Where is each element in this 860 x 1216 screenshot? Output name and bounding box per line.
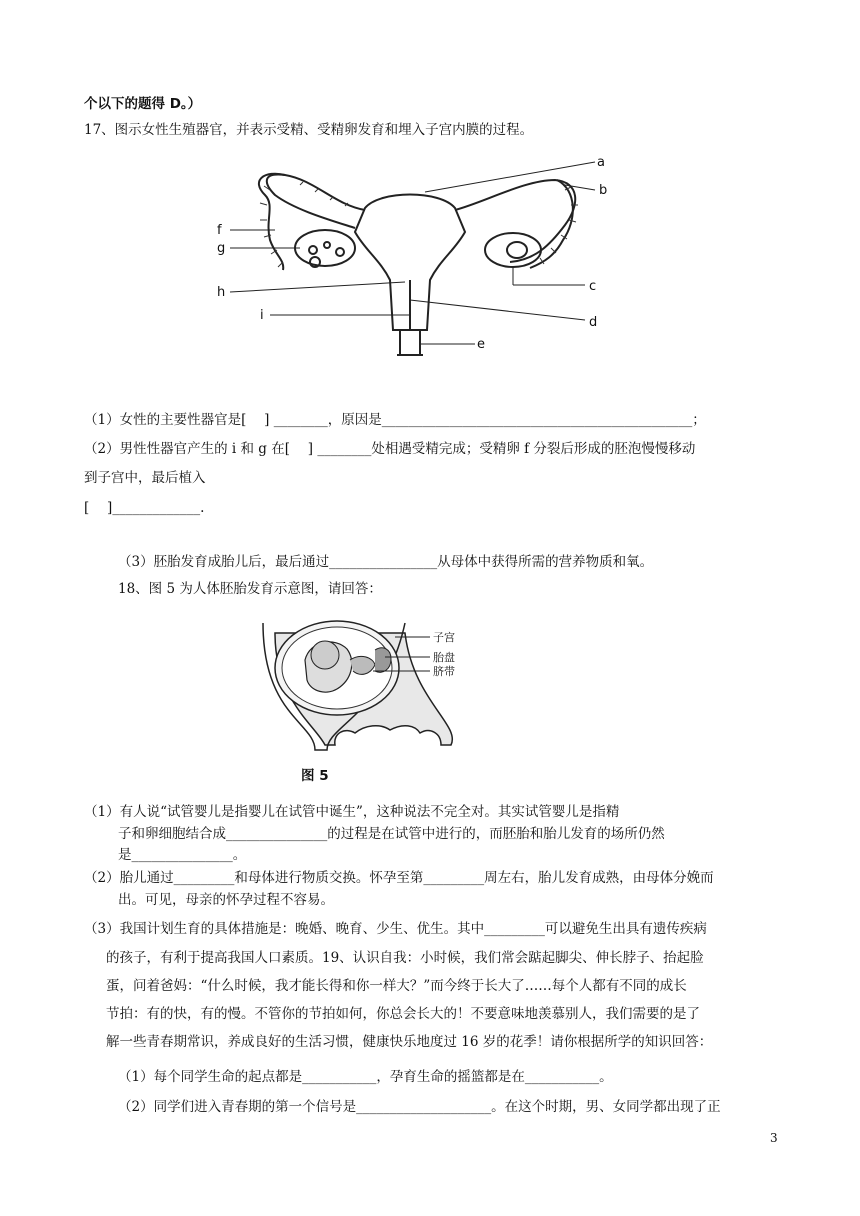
- label-f: f: [217, 223, 222, 238]
- label-e: e: [477, 337, 485, 352]
- question-17-title: 17、图示女性生殖器官，并表示受精、受精卵发育和埋入子宫内膜的过程。: [84, 122, 534, 138]
- page-number: 3: [770, 1131, 778, 1145]
- label-uterus: 子宫: [433, 631, 455, 644]
- female-reproductive-diagram: [205, 150, 625, 365]
- question-18-1: （1）有人说“试管婴儿是指婴儿在试管中诞生”，这种说法不完全对。其实试管婴儿是指精: [84, 804, 620, 820]
- text-line: [ ]_____________.: [84, 500, 205, 516]
- text-line: 个以下的题得 D。）: [84, 96, 202, 112]
- question-19-2: （2）同学们进入青春期的第一个信号是____________________。在这个时期，男、女同学都出现了正: [118, 1099, 721, 1115]
- text-line: 子和卵细胞结合成_______________的过程是在试管中进行的，而胚胎和胎儿发育的场所仍然: [118, 826, 665, 842]
- question-18-3: （3）我国计划生育的具体措施是：晚婚、晚育、少生、优生。其中_________可以避免生出具有遗传疾病: [84, 921, 707, 937]
- text-line: 蛋，问着爸妈：“什么时候，我才能长得和你一样大？”而今终于长大了……每个人都有不同的成长: [106, 978, 687, 994]
- text-line: 解一些青春期常识，养成良好的生活习惯，健康快乐地度过 16 岁的花季！请你根据所学的知识回答：: [106, 1034, 713, 1050]
- text-line: 的孩子，有利于提高我国人口素质。19、认识自我：小时候，我们常会踮起脚尖、伸长脖子、抬起脸: [106, 950, 704, 966]
- label-d: d: [589, 315, 598, 330]
- question-18-title: 18、图 5 为人体胚胎发育示意图，请回答：: [118, 581, 382, 597]
- question-18-2: （2）胎儿通过_________和母体进行物质交换。怀孕至第_________周左右，胎儿发育成熟，由母体分娩而: [84, 870, 714, 886]
- question-19-1: （1）每个同学生命的起点都是___________，孕育生命的摇篮都是在___________。: [118, 1069, 613, 1085]
- label-a: a: [597, 155, 605, 170]
- label-b: b: [599, 183, 608, 198]
- text-line: 出。可见，母亲的怀孕过程不容易。: [118, 892, 334, 908]
- question-17-3: （3）胚胎发育成胎儿后，最后通过________________从母体中获得所需的营养物质和氧。: [118, 554, 654, 570]
- label-c: c: [589, 279, 597, 294]
- label-h: h: [217, 285, 226, 300]
- figure-caption: 图 5: [301, 768, 329, 784]
- question-17-2: （2）男性性器官产生的 i 和 g 在[ ] ________处相遇受精完成；受精卵 f 分裂后形成的胚泡慢慢移动: [84, 441, 696, 457]
- label-placenta: 胎盘: [433, 651, 455, 664]
- question-17-1: （1）女性的主要性器官是[ ] ________，原因是______________________________________________；: [84, 412, 706, 428]
- label-g: g: [217, 241, 226, 256]
- fetus-development-diagram: [255, 605, 525, 755]
- label-i: i: [260, 308, 264, 323]
- text-line: 是_______________。: [118, 847, 247, 863]
- label-umbilical-cord: 脐带: [433, 665, 455, 678]
- text-line: 节拍：有的快，有的慢。不管你的节拍如何，你总会长大的！不要意味地羡慕别人，我们需要的是了: [106, 1006, 700, 1022]
- text-line: 到子宫中，最后植入: [84, 470, 206, 486]
